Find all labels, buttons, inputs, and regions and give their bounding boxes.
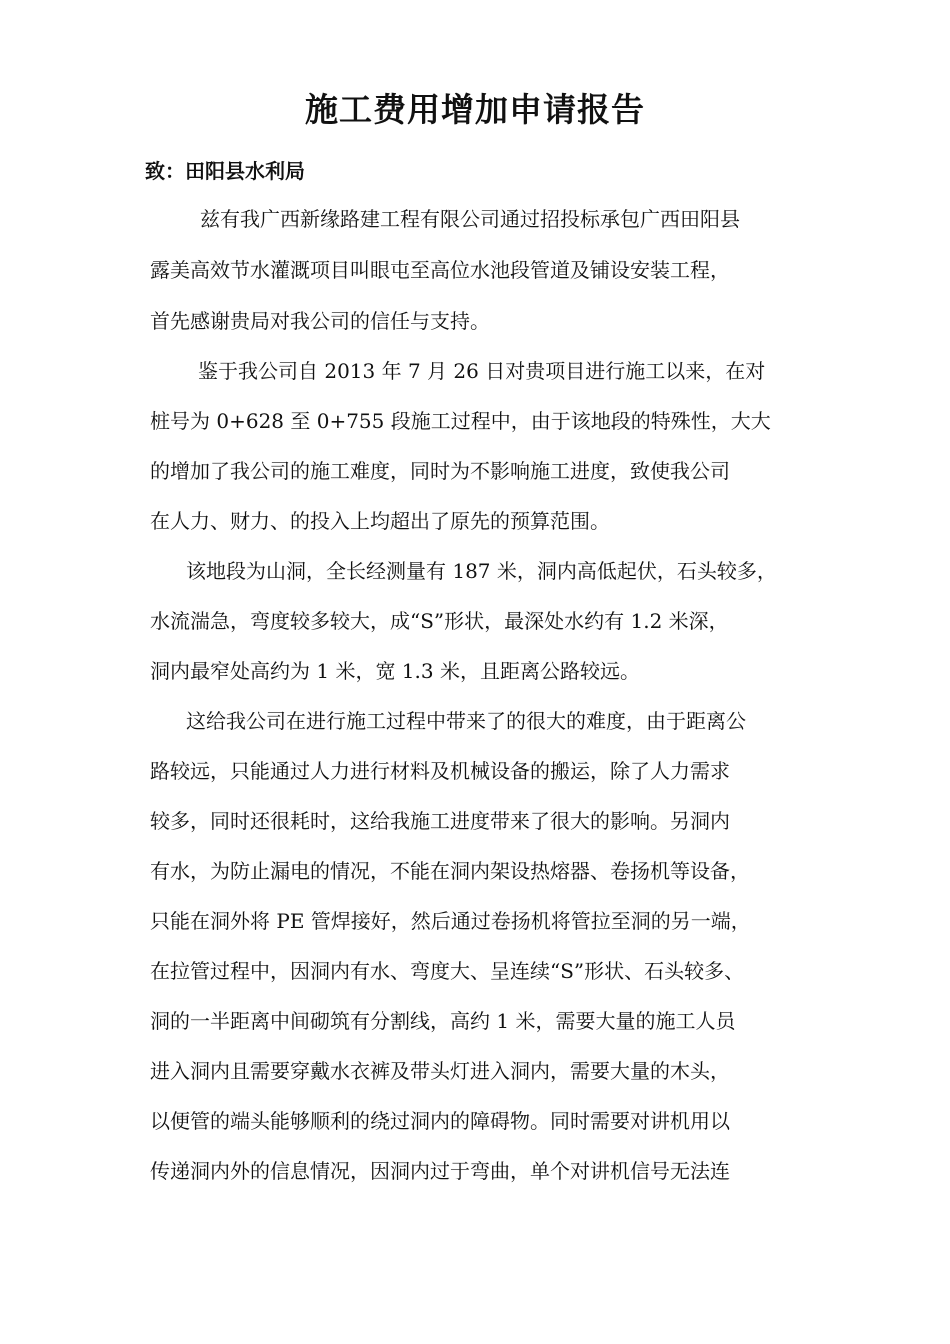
paragraph-line: 在人力、财力、的投入上均超出了原先的预算范围。 [150,509,610,533]
paragraph-line: 较多，同时还很耗时，这给我施工进度带来了很大的影响。另洞内 [150,809,730,833]
paragraph-line: 只能在洞外将 PE 管焊接好，然后通过卷扬机将管拉至洞的另一端， [150,909,751,933]
salutation: 致：田阳县水利局 [145,159,305,183]
paragraph-line: 有水，为防止漏电的情况，不能在洞内架设热熔器、卷扬机等设备， [150,859,750,883]
paragraph-line: 进入洞内且需要穿戴水衣裤及带头灯进入洞内，需要大量的木头， [150,1059,730,1083]
paragraph-line: 该地段为山洞，全长经测量有 187 米，洞内高低起伏，石头较多， [186,559,777,583]
paragraph-line: 洞的一半距离中间砌筑有分割线，高约 1 米，需要大量的施工人员 [150,1009,736,1033]
paragraph-line: 以便管的端头能够顺利的绕过洞内的障碍物。同时需要对讲机用以 [150,1109,730,1133]
paragraph-line: 在拉管过程中，因洞内有水、弯度大、呈连续“S”形状、石头较多、 [150,959,745,983]
paragraph-line: 路较远，只能通过人力进行材料及机械设备的搬运，除了人力需求 [150,759,730,783]
paragraph-line: 桩号为 0+628 至 0+755 段施工过程中，由于该地段的特殊性，大大 [150,409,771,433]
paragraph-line: 鉴于我公司自 2013 年 7 月 26 日对贵项目进行施工以来，在对 [198,359,766,383]
paragraph-line: 的增加了我公司的施工难度，同时为不影响施工进度，致使我公司 [150,459,730,483]
paragraph-line: 洞内最窄处高约为 1 米，宽 1.3 米，且距离公路较远。 [150,659,640,683]
paragraph-line: 传递洞内外的信息情况，因洞内过于弯曲，单个对讲机信号无法连 [150,1159,730,1183]
paragraph-line: 水流湍急，弯度较多较大，成“S”形状，最深处水约有 1.2 米深， [150,609,729,633]
paragraph-line: 露美高效节水灌溉项目叫眼屯至高位水池段管道及铺设安装工程， [150,258,730,282]
paragraph-line: 首先感谢贵局对我公司的信任与支持。 [150,309,490,333]
paragraph-line: 这给我公司在进行施工过程中带来了的很大的难度，由于距离公 [186,709,746,733]
paragraph-line: 兹有我广西新缘路建工程有限公司通过招投标承包广西田阳县 [200,207,740,231]
document-title: 施工费用增加申请报告 [305,90,645,129]
